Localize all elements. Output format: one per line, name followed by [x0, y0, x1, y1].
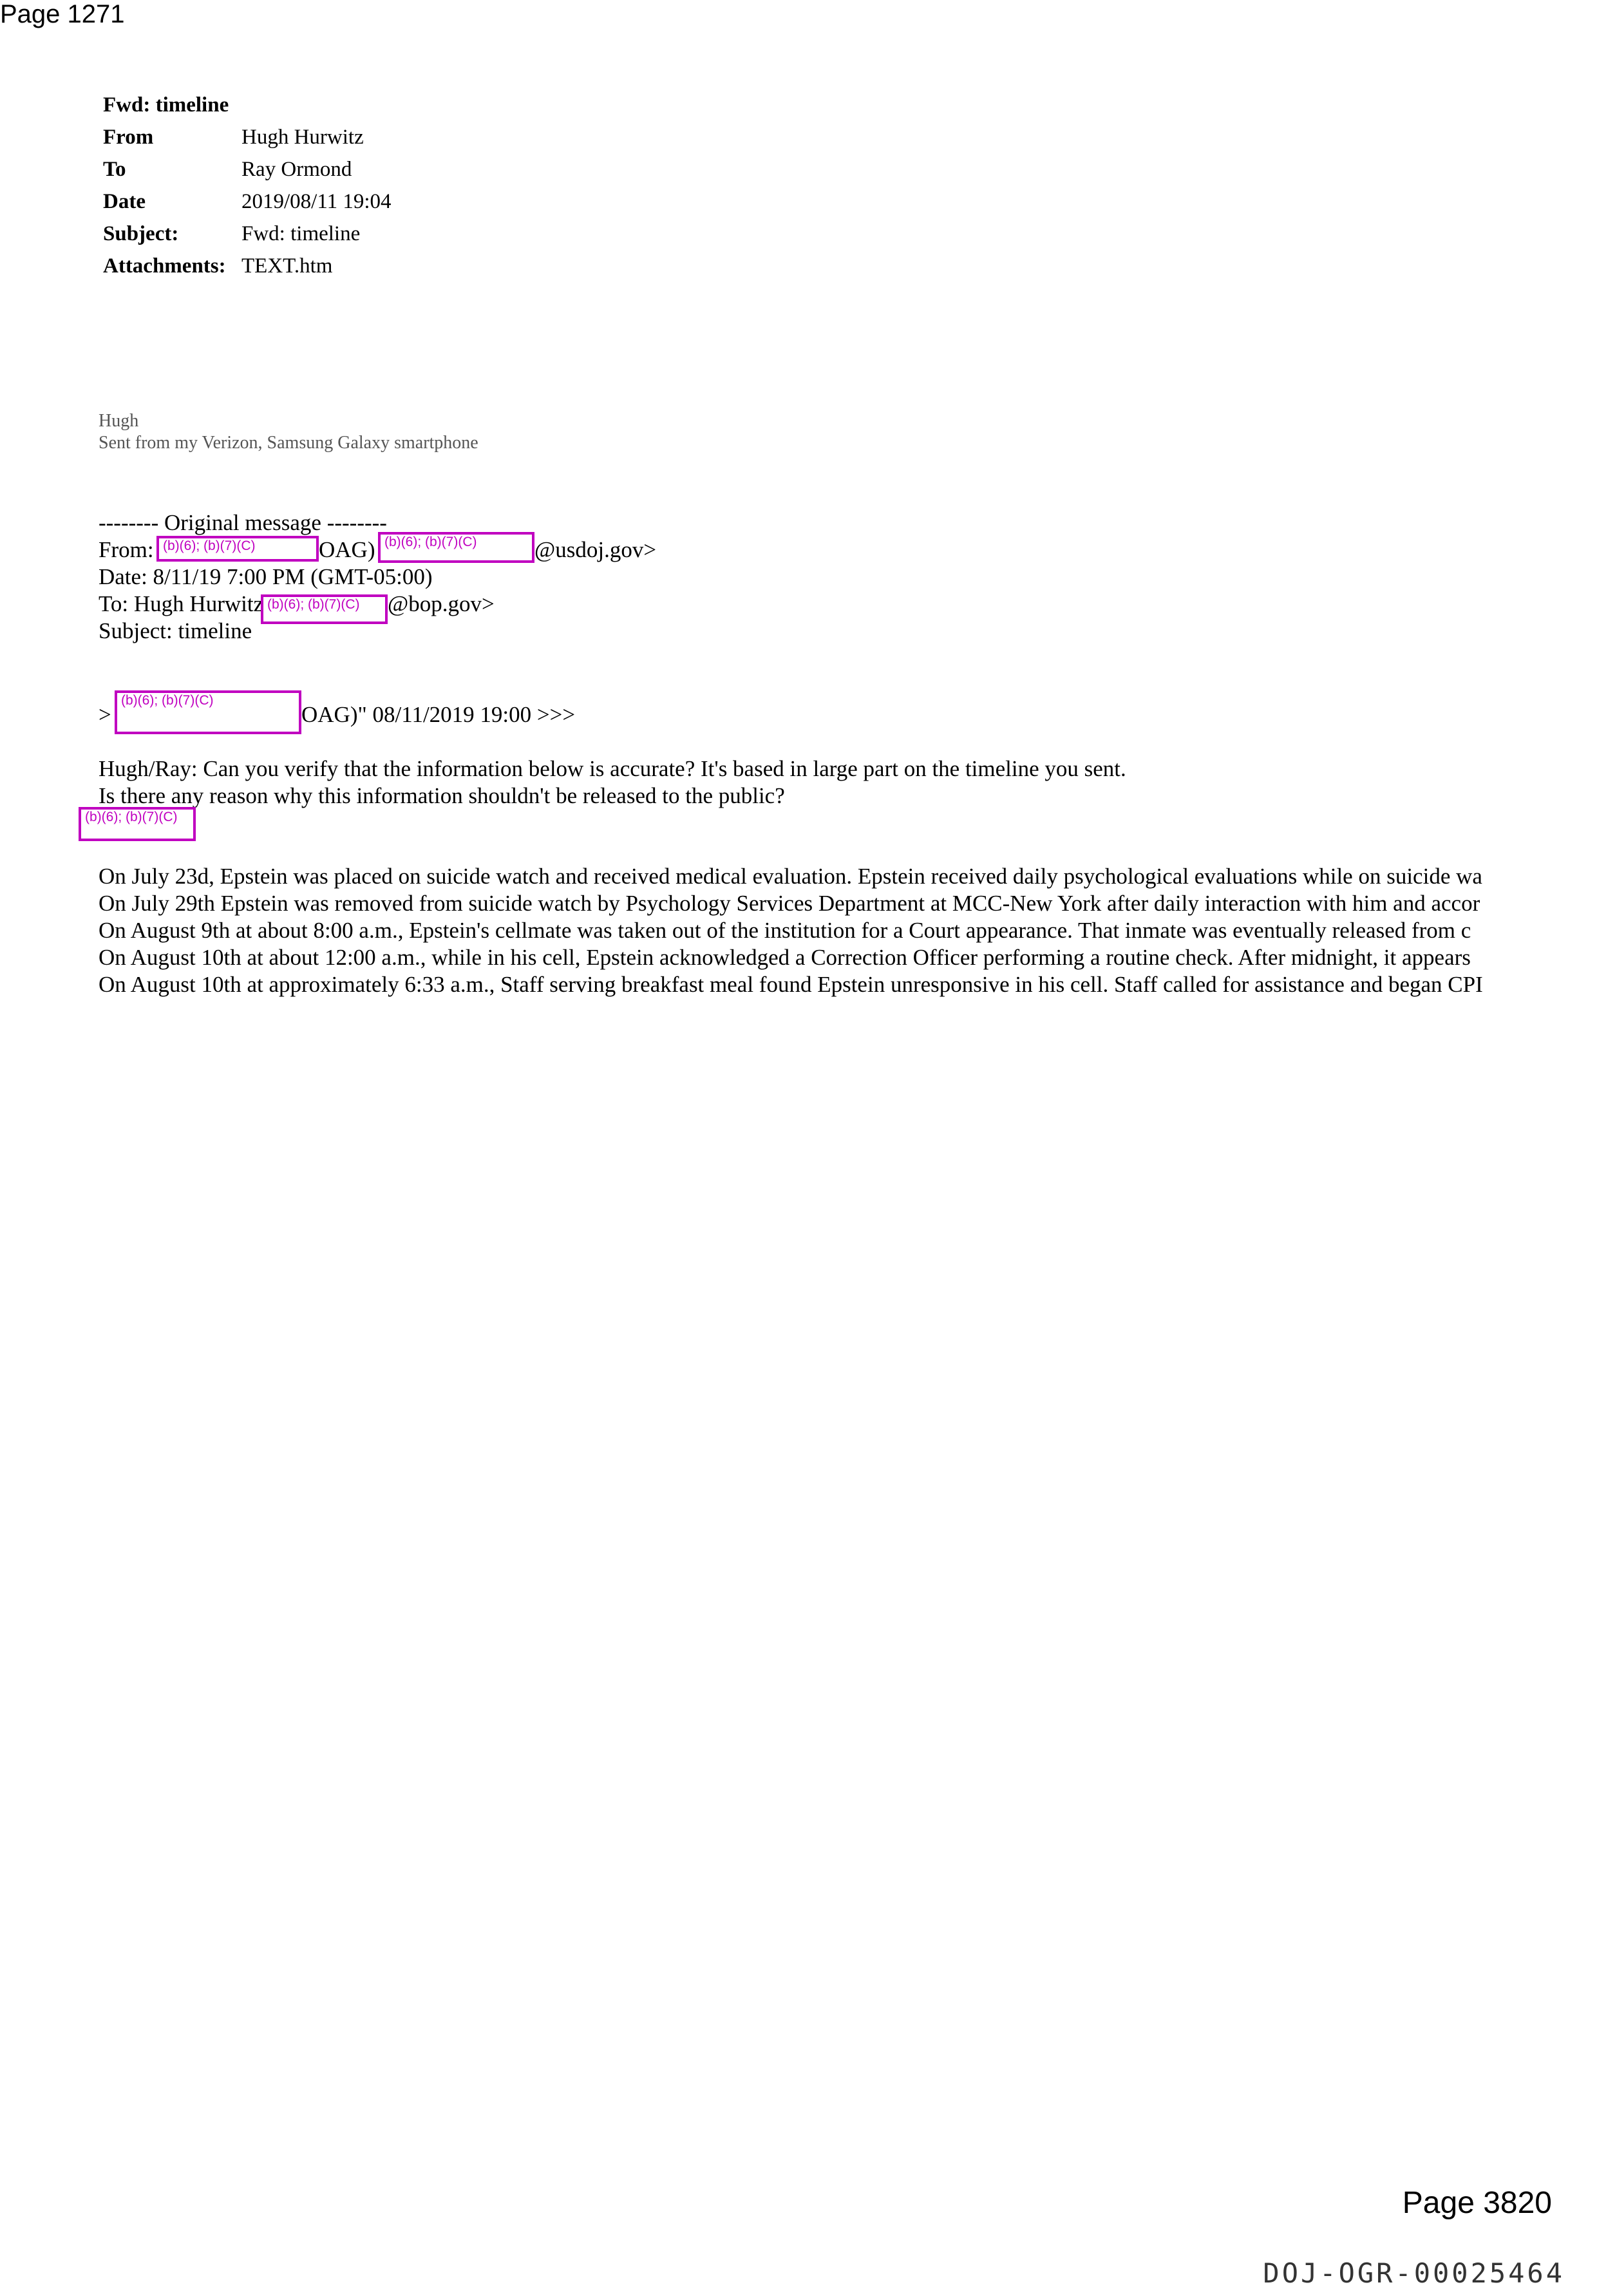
header-row-attachments — [103, 250, 392, 282]
timeline-item: On August 9th at about 8:00 a.m., Epstein's cellmate was taken out of the institution for a Court appearance. That inmate was eventually released from c — [99, 918, 1471, 943]
redaction-box — [115, 690, 301, 734]
header-row-from — [103, 121, 392, 153]
header-label: Subject: — [103, 222, 179, 245]
redaction-box — [79, 807, 196, 841]
timeline-list — [99, 863, 1522, 998]
redaction-box — [261, 594, 388, 624]
intro-line: Is there any reason why this information shouldn't be released to the public? — [99, 783, 785, 808]
original-date: Date: 8/11/19 7:00 PM (GMT-05:00) — [99, 564, 433, 589]
page-number-top: Page 1271 — [0, 0, 125, 28]
original-to-suffix: @bop.gov> — [388, 591, 495, 616]
original-subject: Subject: timeline — [99, 618, 252, 643]
original-to-prefix: To: Hugh Hurwitz — [99, 591, 264, 616]
header-row-subject — [103, 218, 392, 250]
header-label: Date — [103, 190, 146, 213]
redaction-label: (b)(6); (b)(7)(C) — [85, 810, 178, 824]
header-row-to — [103, 153, 392, 185]
redaction-label: (b)(6); (b)(7)(C) — [121, 693, 214, 708]
redaction-label: (b)(6); (b)(7)(C) — [267, 597, 360, 612]
bates-number: DOJ-OGR-00025464 — [1263, 2257, 1565, 2289]
redaction-box — [156, 536, 319, 562]
page-number-bottom: Page 3820 — [1402, 2186, 1552, 2220]
timeline-item: On August 10th at approximately 6:33 a.m., Staff serving breakfast meal found Epstein unresponsive in his cell. Staff called for assistance and began CPI — [99, 972, 1483, 997]
email-header — [103, 89, 392, 282]
quote-prefix: > — [99, 702, 111, 727]
header-label: From — [103, 126, 154, 149]
redaction-label: (b)(6); (b)(7)(C) — [163, 538, 256, 553]
timeline-item: On July 23d, Epstein was placed on suicide watch and received medical evaluation. Epstein received daily psychological evaluations while on suicide wa — [99, 864, 1482, 889]
header-value: Hugh Hurwitz — [241, 126, 364, 149]
quote-suffix: OAG)" 08/11/2019 19:00 >>> — [301, 702, 576, 727]
intro-line: Hugh/Ray: Can you verify that the information below is accurate? It's based in large part on the timeline you sent. — [99, 756, 1126, 781]
header-label: To — [103, 158, 126, 181]
redaction-label: (b)(6); (b)(7)(C) — [384, 535, 477, 549]
original-separator: -------- Original message -------- — [99, 510, 387, 535]
header-value: 2019/08/11 19:04 — [241, 190, 392, 213]
original-from-suffix: @usdoj.gov> — [534, 537, 657, 562]
original-from-mid: OAG) — [319, 537, 375, 562]
timeline-item: On July 29th Epstein was removed from suicide watch by Psychology Services Department at MCC-New York after daily interaction with him and accor — [99, 891, 1480, 916]
header-value: Ray Ormond — [241, 158, 352, 181]
timeline-item: On August 10th at about 12:00 a.m., while in his cell, Epstein acknowledged a Correction Officer performing a routine check. After midnight, it appears — [99, 945, 1471, 970]
redaction-box — [378, 532, 534, 563]
signature-name: Hugh — [99, 411, 139, 431]
email-title: Fwd: timeline — [103, 93, 229, 117]
original-from-prefix: From: — [99, 537, 154, 562]
header-value: TEXT.htm — [241, 254, 333, 278]
header-value: Fwd: timeline — [241, 222, 361, 245]
header-row-date — [103, 185, 392, 218]
signature-device: Sent from my Verizon, Samsung Galaxy smartphone — [99, 433, 478, 453]
header-label: Attachments: — [103, 254, 226, 278]
